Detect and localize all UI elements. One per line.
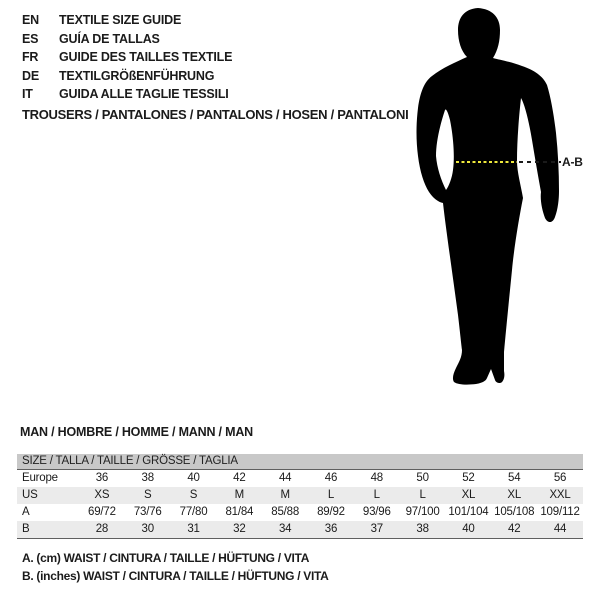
size-cell: 37 xyxy=(370,523,383,535)
size-cell: 42 xyxy=(508,523,521,535)
size-cell: 73/76 xyxy=(133,506,162,518)
row-label: Europe xyxy=(22,472,58,484)
language-row xyxy=(22,67,232,86)
size-cell: L xyxy=(327,489,335,501)
silhouette-body xyxy=(417,8,560,385)
size-cell: 105/108 xyxy=(494,506,535,518)
size-cell: 31 xyxy=(187,523,200,535)
size-cell: XS xyxy=(94,489,110,501)
section-title-man: MAN / HOMBRE / HOMME / MANN / MAN xyxy=(20,425,253,439)
man-silhouette xyxy=(408,2,578,394)
note-waist-inches: B. (inches) WAIST / CINTURA / TAILLE / HÜFTUNG / VITA xyxy=(22,568,329,583)
size-cell: 85/88 xyxy=(271,506,300,518)
language-label: GUIDE DES TAILLES TEXTILE xyxy=(59,50,233,64)
size-cell: 50 xyxy=(416,472,429,484)
size-cell: L xyxy=(419,489,426,501)
size-cell: 56 xyxy=(553,472,567,484)
size-cell: 48 xyxy=(370,472,383,484)
language-code: FR xyxy=(22,50,39,64)
size-cell: L xyxy=(373,489,380,501)
measure-label-ab: A-B xyxy=(562,155,583,169)
size-cell: 97/100 xyxy=(405,506,440,518)
language-row xyxy=(22,48,232,67)
size-cell: XXL xyxy=(549,489,571,501)
language-row xyxy=(22,30,232,49)
waist-measure-line-extension xyxy=(519,161,561,163)
language-label: TEXTILE SIZE GUIDE xyxy=(59,13,182,27)
size-cell: 93/96 xyxy=(362,506,391,518)
language-label: GUÍA DE TALLAS xyxy=(59,31,160,46)
measurement-notes xyxy=(22,550,329,585)
size-table-header: SIZE / TALLA / TAILLE / GRÖSSE / TAGLIA xyxy=(17,454,583,470)
size-cell: 81/84 xyxy=(225,506,254,518)
note-waist-cm: A. (cm) WAIST / CINTURA / TAILLE / HÜFTUNG / VITA xyxy=(22,551,310,565)
size-table-row-us xyxy=(17,487,583,504)
size-table-row-b-inches xyxy=(17,521,583,538)
language-code: DE xyxy=(22,68,39,83)
language-row xyxy=(22,85,232,104)
size-table xyxy=(17,454,583,539)
size-cell: 28 xyxy=(95,523,109,535)
row-label: B xyxy=(22,523,30,535)
size-table-row-a-cm xyxy=(17,504,583,521)
size-cell: M xyxy=(280,489,290,501)
size-cell: 38 xyxy=(416,523,429,535)
size-cell: XL xyxy=(507,489,522,501)
size-cell: 44 xyxy=(553,523,567,535)
size-cell: S xyxy=(189,489,198,501)
size-cell: 40 xyxy=(187,472,200,484)
row-label: A xyxy=(22,506,30,518)
size-cell: 69/72 xyxy=(88,506,116,518)
size-cell: 101/104 xyxy=(448,506,489,518)
size-cell: 40 xyxy=(462,523,475,535)
size-cell: 34 xyxy=(278,523,292,535)
category-title: TROUSERS / PANTALONES / PANTALONS / HOSEN / PANTALONI xyxy=(22,107,409,122)
waist-measure-line-on-body xyxy=(456,161,517,163)
size-cell: 52 xyxy=(462,472,475,484)
language-code: EN xyxy=(22,13,39,27)
size-cell: 109/112 xyxy=(540,506,580,518)
language-code: ES xyxy=(22,31,39,46)
size-cell: 44 xyxy=(278,472,292,484)
size-cell: 42 xyxy=(233,472,246,484)
language-label: TEXTILGRÖßENFÜHRUNG xyxy=(59,68,215,83)
size-cell: 46 xyxy=(324,472,338,484)
size-cell: 54 xyxy=(508,472,521,484)
size-table-row-europe xyxy=(17,470,583,487)
language-code: IT xyxy=(22,87,33,101)
size-cell: 77/80 xyxy=(179,506,208,518)
size-cell: S xyxy=(143,489,152,501)
table-bottom-rule xyxy=(17,538,583,539)
size-cell: M xyxy=(234,489,245,501)
language-label: GUIDA ALLE TAGLIE TESSILI xyxy=(59,87,229,101)
size-cell: 36 xyxy=(324,523,338,535)
language-row xyxy=(22,11,232,30)
size-cell: 38 xyxy=(141,472,154,484)
size-cell: 30 xyxy=(141,523,154,535)
size-cell: XL xyxy=(461,489,476,501)
row-label: US xyxy=(22,489,38,501)
size-cell: 36 xyxy=(95,472,109,484)
language-list xyxy=(22,11,232,104)
size-cell: 89/92 xyxy=(317,506,345,518)
size-cell: 32 xyxy=(233,523,246,535)
